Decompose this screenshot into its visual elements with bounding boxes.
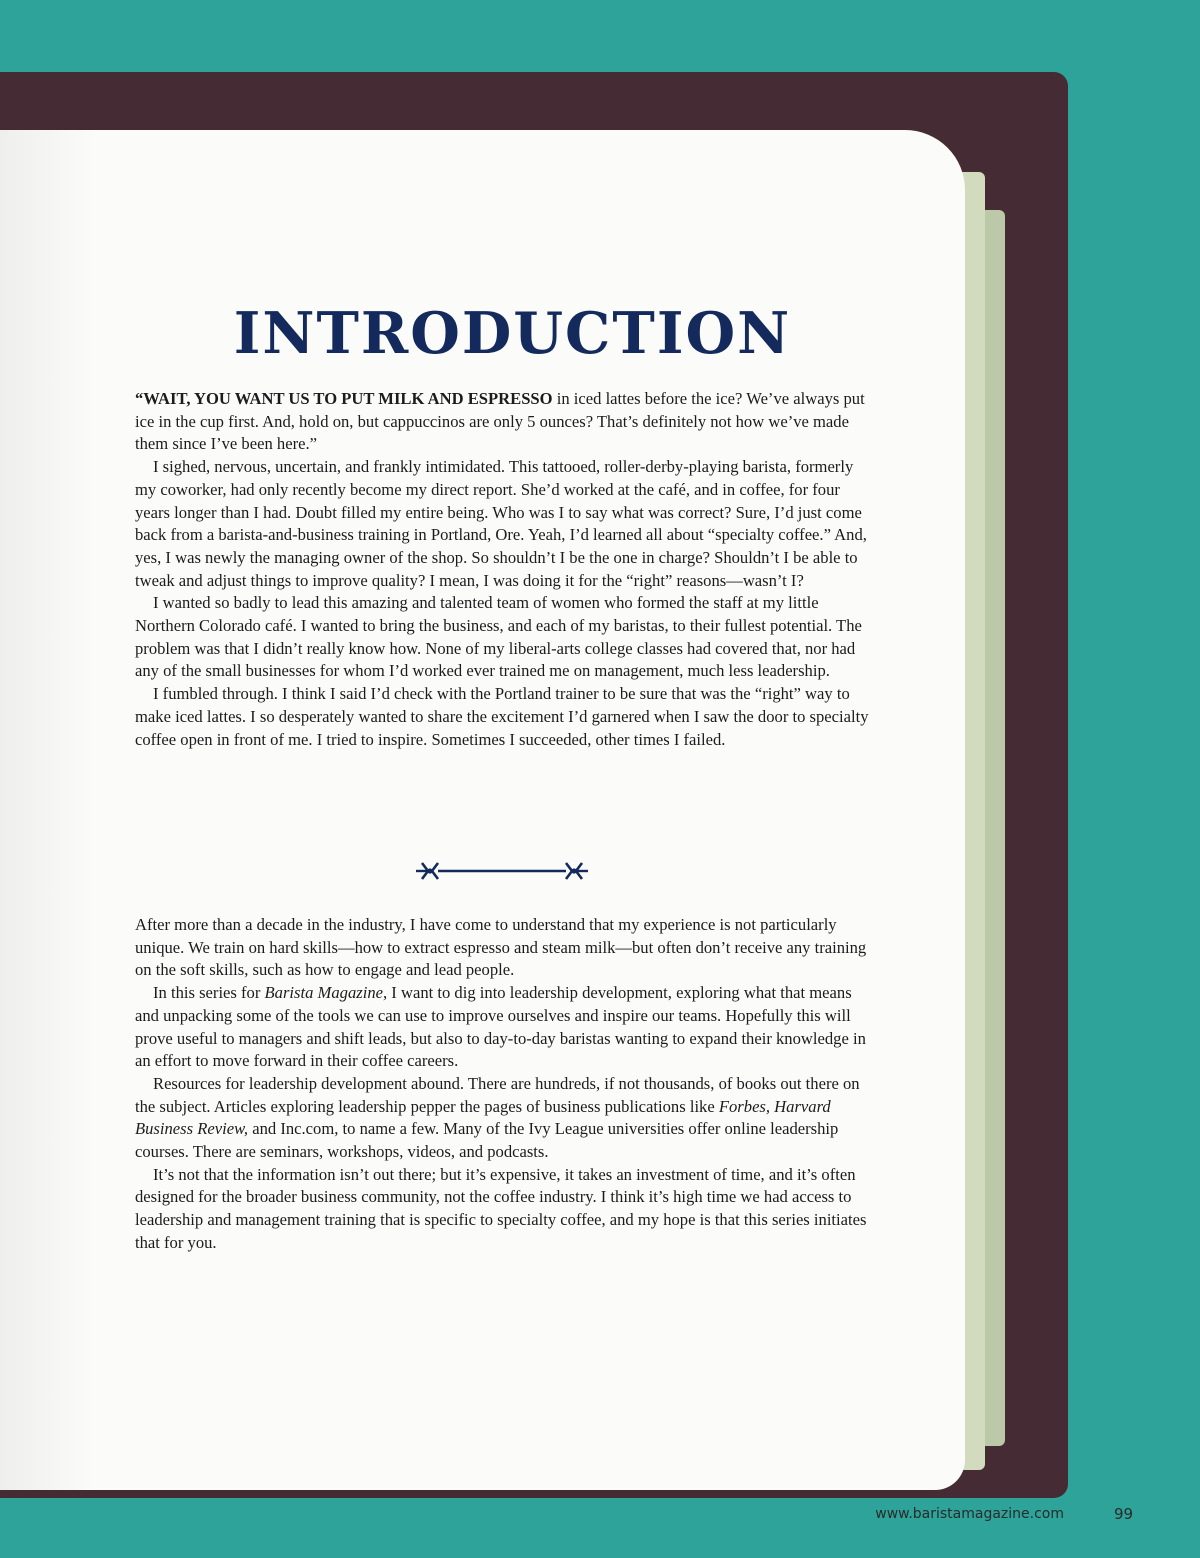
lead-in: “WAIT, YOU WANT US TO PUT MILK AND ESPRESSO	[135, 389, 553, 408]
magazine-name: Barista Magazine	[264, 983, 383, 1003]
page-number: 99	[1114, 1505, 1134, 1523]
main-section	[135, 914, 870, 1255]
text-run: Resources for leadership development abound. There are hundreds, if not thousands, of books out there on the subject. Articles exploring leadership pepper the pages of business publications like	[135, 1073, 860, 1116]
text-run: In this series for	[153, 983, 265, 1003]
main-paragraph-3	[135, 1073, 870, 1164]
intro-paragraph-2: I sighed, nervous, uncertain, and frankly intimidated. This tattooed, roller-derby-playing barista, formerly my coworker, had only recently become my direct report. She’d worked at the café, and in coffee, for four years longer than I had. Doubt filled my entire being. Who was I to say what was correct? Sure, I’d just come back from a barista-and-business training in Portland, Ore. Yeah, I’d learned all about “specialty coffee.” And, yes, I was newly the managing owner of the shop. So shouldn’t I be the one in charge? Shouldn’t I be able to tweak and adjust things to improve quality? I mean, I was doing it for the “right” reasons—wasn’t I?	[135, 457, 867, 590]
ornamental-divider-icon	[414, 858, 590, 884]
main-paragraph-1: After more than a decade in the industry, I have come to understand that my experience is not particularly unique. We train on hard skills—how to extract espresso and steam milk—but often don’t receive any training on the soft skills, such as how to engage and lead people.	[135, 915, 867, 980]
text-run: and Inc.com, to name a few. Many of the Ivy League universities offer online leadership courses. There are seminars, workshops, videos, and podcasts.	[135, 1119, 839, 1162]
intro-paragraph-3: I wanted so badly to lead this amazing and talented team of women who formed the staff at my little Northern Colorado café. I wanted to bring the business, and each of my baristas, to their fullest potential. The problem was that I didn’t really know how. None of my liberal-arts college classes had covered that, nor had any of the small businesses for whom I’d worked ever trained me on management, much less leadership.	[135, 593, 862, 681]
intro-paragraph-4: I fumbled through. I think I said I’d check with the Portland trainer to be sure that was the “right” way to make iced lattes. I so desperately wanted to share the excitement I’d garnered when I saw the door to specialty coffee open in front of me. I tried to inspire. Sometimes I succeeded, other times I failed.	[135, 684, 869, 749]
lead-in-rest: in iced lattes before the ice? We’ve always put ice in the cup first. And, hold on, but cappuccinos are only 5 ounces? That’s definitely not how we’ve made them since I’ve been here.”	[135, 389, 865, 454]
main-paragraph-4: It’s not that the information isn’t out there; but it’s expensive, it takes an investment of time, and it’s often designed for the broader business community, not the coffee industry. I think it’s high time we had access to leadership and management training that is specific to specialty coffee, and my hope is that this series initiates that for you.	[135, 1164, 867, 1252]
intro-section	[135, 388, 870, 751]
publication-names: Forbes, Harvard Business Review,	[135, 1096, 831, 1139]
intro-paragraph-1	[135, 388, 870, 456]
page-title: INTRODUCTION	[233, 300, 792, 367]
main-paragraph-2	[135, 982, 870, 1073]
text-run: , I want to dig into leadership development, exploring what that means and unpacking some of the tools we can use to improve ourselves and inspire our teams. Hopefully this will prove useful to managers and shift leads, but also to day-to-day baristas wanting to expand their knowledge in an effort to move forward in their coffee careers.	[135, 983, 866, 1071]
footer-url[interactable]: www.baristamagazine.com	[875, 1506, 1064, 1522]
